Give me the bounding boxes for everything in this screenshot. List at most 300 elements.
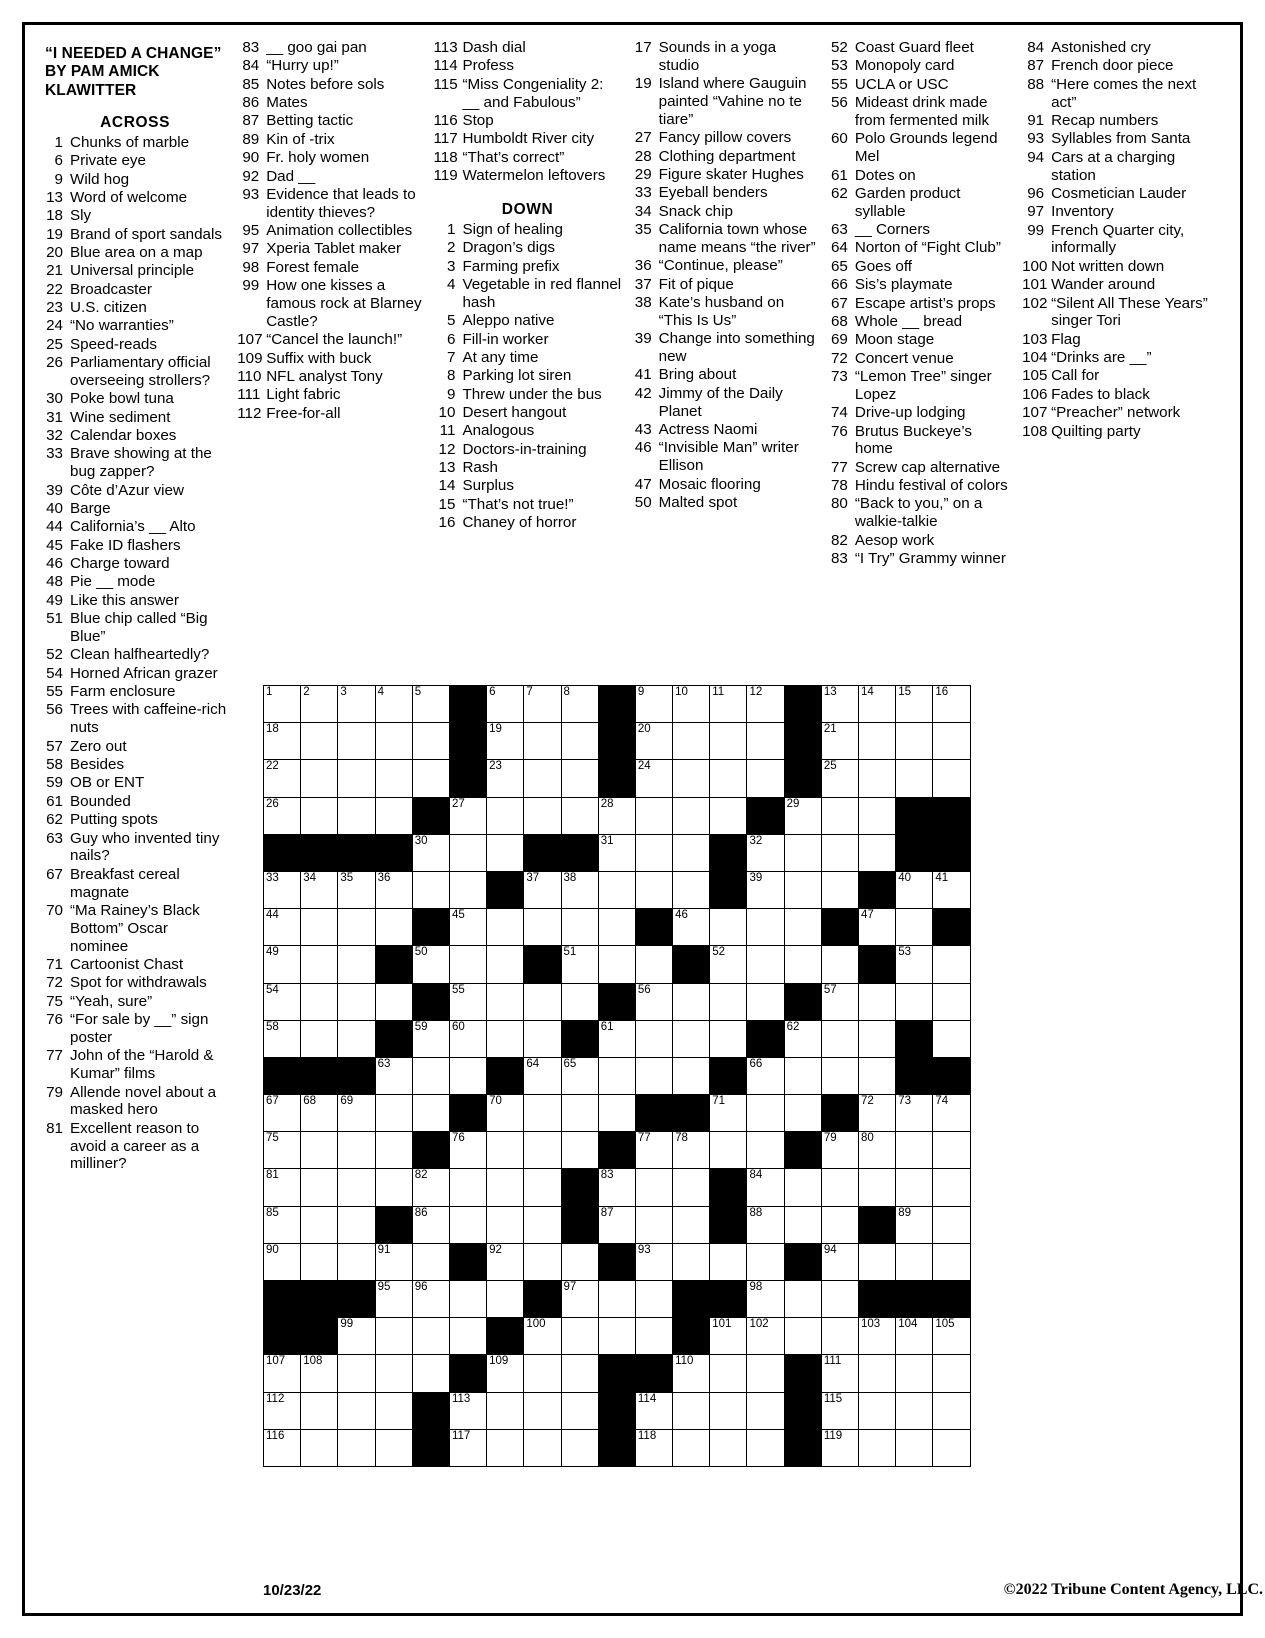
grid-cell[interactable] — [598, 1057, 635, 1094]
grid-cell[interactable] — [635, 1206, 672, 1243]
grid-cell[interactable] — [301, 1206, 338, 1243]
grid-cell[interactable] — [821, 1132, 858, 1169]
across-clue[interactable] — [41, 956, 229, 974]
grid-cell[interactable] — [264, 871, 301, 908]
across-clue[interactable] — [41, 866, 229, 902]
down-clue[interactable] — [1022, 112, 1224, 130]
grid-cell[interactable] — [598, 909, 635, 946]
grid-cell[interactable] — [747, 1392, 784, 1429]
grid-cell[interactable] — [449, 1281, 486, 1318]
grid-cell[interactable] — [784, 1281, 821, 1318]
grid-cell[interactable] — [673, 909, 710, 946]
down-clue[interactable] — [826, 167, 1014, 185]
grid-cell[interactable] — [524, 1020, 561, 1057]
grid-cell[interactable] — [561, 1132, 598, 1169]
grid-cell[interactable] — [375, 760, 412, 797]
grid-cell[interactable] — [449, 1206, 486, 1243]
down-clue[interactable] — [1022, 57, 1224, 75]
grid-cell[interactable] — [933, 1206, 970, 1243]
across-clue[interactable] — [237, 149, 425, 167]
down-clue[interactable] — [630, 366, 818, 384]
grid-cell[interactable] — [635, 1392, 672, 1429]
grid-cell[interactable] — [561, 1281, 598, 1318]
grid-cell[interactable] — [784, 1169, 821, 1206]
grid-cell[interactable] — [487, 1392, 524, 1429]
across-clue[interactable] — [41, 336, 229, 354]
grid-cell[interactable] — [338, 1132, 375, 1169]
grid-cell[interactable] — [487, 797, 524, 834]
grid-cell[interactable] — [747, 909, 784, 946]
grid-cell[interactable] — [412, 1281, 449, 1318]
grid-cell[interactable] — [673, 834, 710, 871]
grid-cell[interactable] — [264, 909, 301, 946]
grid-cell[interactable] — [338, 1243, 375, 1280]
grid-cell[interactable] — [933, 686, 970, 723]
grid-cell[interactable] — [710, 797, 747, 834]
down-clue[interactable] — [1022, 276, 1224, 294]
grid-cell[interactable] — [784, 834, 821, 871]
grid-cell[interactable] — [264, 686, 301, 723]
grid-cell[interactable] — [747, 1318, 784, 1355]
grid-cell[interactable] — [449, 797, 486, 834]
grid-cell[interactable] — [747, 1132, 784, 1169]
down-clue[interactable] — [433, 331, 621, 349]
grid-cell[interactable] — [896, 983, 933, 1020]
grid-cell[interactable] — [487, 1281, 524, 1318]
grid-cell[interactable] — [784, 909, 821, 946]
grid-cell[interactable] — [896, 871, 933, 908]
across-clue[interactable] — [237, 386, 425, 404]
grid-cell[interactable] — [784, 946, 821, 983]
across-clue[interactable] — [41, 226, 229, 244]
across-clue[interactable] — [41, 244, 229, 262]
grid-cell[interactable] — [710, 723, 747, 760]
grid-cell[interactable] — [673, 723, 710, 760]
grid-cell[interactable] — [710, 1243, 747, 1280]
across-clue[interactable] — [41, 811, 229, 829]
down-clue[interactable] — [1022, 404, 1224, 422]
grid-cell[interactable] — [635, 946, 672, 983]
grid-cell[interactable] — [375, 1392, 412, 1429]
down-clue[interactable] — [826, 76, 1014, 94]
grid-cell[interactable] — [561, 1429, 598, 1466]
across-clue[interactable] — [41, 1084, 229, 1120]
across-clue[interactable] — [237, 331, 425, 349]
down-clue[interactable] — [630, 294, 818, 330]
grid-cell[interactable] — [449, 834, 486, 871]
grid-cell[interactable] — [821, 760, 858, 797]
grid-cell[interactable] — [524, 1318, 561, 1355]
grid-cell[interactable] — [524, 909, 561, 946]
down-clue[interactable] — [826, 550, 1014, 568]
grid-cell[interactable] — [859, 1355, 896, 1392]
grid-cell[interactable] — [933, 1392, 970, 1429]
grid-cell[interactable] — [747, 686, 784, 723]
down-clue[interactable] — [433, 386, 621, 404]
across-clue[interactable] — [41, 738, 229, 756]
grid-cell[interactable] — [859, 1020, 896, 1057]
grid-cell[interactable] — [635, 834, 672, 871]
across-clue[interactable] — [41, 189, 229, 207]
down-clue[interactable] — [630, 476, 818, 494]
across-clue[interactable] — [41, 1047, 229, 1083]
grid-cell[interactable] — [375, 1057, 412, 1094]
down-clue[interactable] — [433, 459, 621, 477]
grid-cell[interactable] — [264, 1206, 301, 1243]
grid-cell[interactable] — [635, 871, 672, 908]
grid-cell[interactable] — [710, 1132, 747, 1169]
grid-cell[interactable] — [301, 946, 338, 983]
grid-cell[interactable] — [635, 723, 672, 760]
down-clue[interactable] — [433, 422, 621, 440]
down-clue[interactable] — [630, 494, 818, 512]
grid-cell[interactable] — [561, 797, 598, 834]
across-clue[interactable] — [41, 1011, 229, 1047]
grid-cell[interactable] — [487, 1355, 524, 1392]
grid-cell[interactable] — [338, 723, 375, 760]
grid-cell[interactable] — [747, 1243, 784, 1280]
grid-cell[interactable] — [896, 1206, 933, 1243]
grid-cell[interactable] — [301, 1169, 338, 1206]
grid-cell[interactable] — [859, 1169, 896, 1206]
grid-cell[interactable] — [859, 1243, 896, 1280]
grid-cell[interactable] — [524, 1132, 561, 1169]
grid-cell[interactable] — [412, 686, 449, 723]
grid-cell[interactable] — [821, 1318, 858, 1355]
down-clue[interactable] — [630, 39, 818, 75]
across-clue[interactable] — [433, 167, 621, 185]
down-clue[interactable] — [1022, 386, 1224, 404]
grid-cell[interactable] — [933, 946, 970, 983]
grid-cell[interactable] — [635, 686, 672, 723]
across-clue[interactable] — [237, 76, 425, 94]
grid-cell[interactable] — [264, 760, 301, 797]
grid-cell[interactable] — [747, 1281, 784, 1318]
across-clue[interactable] — [41, 993, 229, 1011]
grid-cell[interactable] — [561, 946, 598, 983]
down-clue[interactable] — [826, 368, 1014, 404]
down-clue[interactable] — [1022, 39, 1224, 57]
grid-cell[interactable] — [412, 946, 449, 983]
down-clue[interactable] — [826, 404, 1014, 422]
grid-cell[interactable] — [412, 1020, 449, 1057]
down-clue[interactable] — [826, 258, 1014, 276]
grid-cell[interactable] — [673, 760, 710, 797]
grid-cell[interactable] — [896, 686, 933, 723]
grid-cell[interactable] — [487, 983, 524, 1020]
grid-cell[interactable] — [301, 1429, 338, 1466]
grid-cell[interactable] — [859, 723, 896, 760]
grid-cell[interactable] — [896, 760, 933, 797]
across-clue[interactable] — [41, 610, 229, 646]
grid-cell[interactable] — [561, 871, 598, 908]
grid-cell[interactable] — [412, 723, 449, 760]
grid-cell[interactable] — [338, 1020, 375, 1057]
grid-cell[interactable] — [821, 1429, 858, 1466]
grid-cell[interactable] — [635, 1281, 672, 1318]
grid-cell[interactable] — [264, 797, 301, 834]
grid-cell[interactable] — [449, 983, 486, 1020]
across-clue[interactable] — [41, 1120, 229, 1174]
down-clue[interactable] — [630, 184, 818, 202]
down-clue[interactable] — [1022, 258, 1224, 276]
grid-cell[interactable] — [896, 1169, 933, 1206]
grid-cell[interactable] — [449, 946, 486, 983]
grid-cell[interactable] — [710, 1095, 747, 1132]
grid-cell[interactable] — [449, 1020, 486, 1057]
grid-cell[interactable] — [449, 1392, 486, 1429]
down-clue[interactable] — [1022, 222, 1224, 258]
down-clue[interactable] — [1022, 423, 1224, 441]
grid-cell[interactable] — [487, 834, 524, 871]
grid-cell[interactable] — [635, 1020, 672, 1057]
grid-cell[interactable] — [710, 1020, 747, 1057]
grid-cell[interactable] — [933, 983, 970, 1020]
grid-table[interactable] — [263, 685, 971, 1467]
grid-cell[interactable] — [375, 1355, 412, 1392]
grid-cell[interactable] — [673, 1355, 710, 1392]
grid-cell[interactable] — [896, 1095, 933, 1132]
grid-cell[interactable] — [264, 1020, 301, 1057]
grid-cell[interactable] — [301, 871, 338, 908]
grid-cell[interactable] — [821, 1355, 858, 1392]
grid-cell[interactable] — [375, 1429, 412, 1466]
down-clue[interactable] — [826, 313, 1014, 331]
grid-cell[interactable] — [338, 760, 375, 797]
grid-cell[interactable] — [338, 946, 375, 983]
grid-cell[interactable] — [338, 983, 375, 1020]
down-clue[interactable] — [630, 129, 818, 147]
grid-cell[interactable] — [487, 1095, 524, 1132]
grid-cell[interactable] — [561, 1392, 598, 1429]
grid-cell[interactable] — [933, 871, 970, 908]
grid-cell[interactable] — [635, 1132, 672, 1169]
grid-cell[interactable] — [821, 946, 858, 983]
grid-cell[interactable] — [524, 1057, 561, 1094]
across-clue[interactable] — [41, 974, 229, 992]
grid-cell[interactable] — [635, 1169, 672, 1206]
grid-cell[interactable] — [338, 1355, 375, 1392]
grid-cell[interactable] — [859, 983, 896, 1020]
grid-cell[interactable] — [301, 1392, 338, 1429]
down-clue[interactable] — [1022, 185, 1224, 203]
grid-cell[interactable] — [449, 1057, 486, 1094]
grid-cell[interactable] — [859, 760, 896, 797]
across-clue[interactable] — [41, 646, 229, 664]
grid-cell[interactable] — [412, 1057, 449, 1094]
grid-cell[interactable] — [449, 1132, 486, 1169]
grid-cell[interactable] — [821, 686, 858, 723]
across-clue[interactable] — [41, 482, 229, 500]
down-clue[interactable] — [433, 239, 621, 257]
grid-cell[interactable] — [449, 909, 486, 946]
grid-cell[interactable] — [487, 1169, 524, 1206]
across-clue[interactable] — [41, 902, 229, 956]
grid-cell[interactable] — [933, 1318, 970, 1355]
grid-cell[interactable] — [896, 946, 933, 983]
across-clue[interactable] — [433, 130, 621, 148]
down-clue[interactable] — [826, 185, 1014, 221]
grid-cell[interactable] — [524, 983, 561, 1020]
grid-cell[interactable] — [524, 1243, 561, 1280]
down-clue[interactable] — [433, 404, 621, 422]
across-clue[interactable] — [237, 168, 425, 186]
across-clue[interactable] — [41, 317, 229, 335]
grid-cell[interactable] — [561, 1095, 598, 1132]
across-clue[interactable] — [41, 500, 229, 518]
grid-cell[interactable] — [896, 723, 933, 760]
across-clue[interactable] — [237, 39, 425, 57]
grid-cell[interactable] — [821, 1281, 858, 1318]
grid-cell[interactable] — [821, 797, 858, 834]
grid-cell[interactable] — [487, 760, 524, 797]
across-clue[interactable] — [433, 39, 621, 57]
across-clue[interactable] — [41, 793, 229, 811]
across-clue[interactable] — [41, 573, 229, 591]
across-clue[interactable] — [41, 756, 229, 774]
down-clue[interactable] — [630, 166, 818, 184]
grid-cell[interactable] — [710, 1392, 747, 1429]
across-clue[interactable] — [433, 112, 621, 130]
grid-cell[interactable] — [375, 797, 412, 834]
grid-cell[interactable] — [673, 1169, 710, 1206]
grid-cell[interactable] — [933, 1095, 970, 1132]
grid-cell[interactable] — [338, 909, 375, 946]
across-clue[interactable] — [237, 405, 425, 423]
grid-cell[interactable] — [673, 1206, 710, 1243]
across-clue[interactable] — [41, 171, 229, 189]
grid-cell[interactable] — [264, 946, 301, 983]
grid-cell[interactable] — [375, 871, 412, 908]
grid-cell[interactable] — [598, 946, 635, 983]
across-clue[interactable] — [41, 774, 229, 792]
grid-cell[interactable] — [449, 1318, 486, 1355]
grid-cell[interactable] — [747, 760, 784, 797]
down-clue[interactable] — [433, 349, 621, 367]
grid-cell[interactable] — [375, 723, 412, 760]
grid-cell[interactable] — [821, 1020, 858, 1057]
grid-cell[interactable] — [710, 686, 747, 723]
grid-cell[interactable] — [635, 1243, 672, 1280]
down-clue[interactable] — [826, 130, 1014, 166]
grid-cell[interactable] — [301, 983, 338, 1020]
grid-cell[interactable] — [487, 909, 524, 946]
grid-cell[interactable] — [338, 1095, 375, 1132]
grid-cell[interactable] — [784, 797, 821, 834]
grid-cell[interactable] — [487, 1132, 524, 1169]
across-clue[interactable] — [41, 262, 229, 280]
grid-cell[interactable] — [933, 1429, 970, 1466]
down-clue[interactable] — [1022, 130, 1224, 148]
grid-cell[interactable] — [524, 1095, 561, 1132]
grid-cell[interactable] — [747, 1057, 784, 1094]
grid-cell[interactable] — [487, 723, 524, 760]
down-clue[interactable] — [826, 221, 1014, 239]
grid-cell[interactable] — [821, 1169, 858, 1206]
grid-cell[interactable] — [301, 686, 338, 723]
grid-cell[interactable] — [375, 1132, 412, 1169]
grid-cell[interactable] — [561, 1355, 598, 1392]
across-clue[interactable] — [237, 368, 425, 386]
down-clue[interactable] — [630, 276, 818, 294]
grid-cell[interactable] — [933, 1169, 970, 1206]
grid-cell[interactable] — [598, 1020, 635, 1057]
grid-cell[interactable] — [896, 1243, 933, 1280]
down-clue[interactable] — [433, 496, 621, 514]
grid-cell[interactable] — [524, 1169, 561, 1206]
down-clue[interactable] — [826, 295, 1014, 313]
down-clue[interactable] — [630, 148, 818, 166]
grid-cell[interactable] — [673, 983, 710, 1020]
down-clue[interactable] — [826, 39, 1014, 57]
across-clue[interactable] — [41, 701, 229, 737]
grid-cell[interactable] — [710, 909, 747, 946]
down-clue[interactable] — [826, 276, 1014, 294]
grid-cell[interactable] — [635, 1429, 672, 1466]
grid-cell[interactable] — [673, 1020, 710, 1057]
grid-cell[interactable] — [264, 983, 301, 1020]
grid-cell[interactable] — [301, 760, 338, 797]
grid-cell[interactable] — [412, 1206, 449, 1243]
down-clue[interactable] — [826, 239, 1014, 257]
grid-cell[interactable] — [821, 983, 858, 1020]
grid-cell[interactable] — [375, 983, 412, 1020]
grid-cell[interactable] — [264, 1095, 301, 1132]
grid-cell[interactable] — [710, 983, 747, 1020]
down-clue[interactable] — [1022, 349, 1224, 367]
grid-cell[interactable] — [859, 797, 896, 834]
grid-cell[interactable] — [449, 1429, 486, 1466]
grid-cell[interactable] — [859, 1132, 896, 1169]
grid-cell[interactable] — [859, 834, 896, 871]
down-clue[interactable] — [826, 495, 1014, 531]
grid-cell[interactable] — [375, 1281, 412, 1318]
grid-cell[interactable] — [264, 1169, 301, 1206]
grid-cell[interactable] — [784, 1095, 821, 1132]
grid-cell[interactable] — [673, 1392, 710, 1429]
down-clue[interactable] — [826, 331, 1014, 349]
grid-cell[interactable] — [859, 1318, 896, 1355]
grid-cell[interactable] — [710, 760, 747, 797]
down-clue[interactable] — [630, 330, 818, 366]
grid-cell[interactable] — [487, 1429, 524, 1466]
grid-cell[interactable] — [598, 1169, 635, 1206]
crossword-grid[interactable] — [263, 685, 971, 1467]
grid-cell[interactable] — [598, 1206, 635, 1243]
grid-cell[interactable] — [264, 1355, 301, 1392]
across-clue[interactable] — [41, 354, 229, 390]
grid-cell[interactable] — [598, 871, 635, 908]
grid-cell[interactable] — [487, 1243, 524, 1280]
grid-cell[interactable] — [301, 1243, 338, 1280]
grid-cell[interactable] — [301, 1355, 338, 1392]
grid-cell[interactable] — [821, 1243, 858, 1280]
across-clue[interactable] — [237, 277, 425, 331]
grid-cell[interactable] — [635, 1057, 672, 1094]
grid-cell[interactable] — [896, 1429, 933, 1466]
grid-cell[interactable] — [784, 1057, 821, 1094]
across-clue[interactable] — [41, 152, 229, 170]
down-clue[interactable] — [826, 459, 1014, 477]
down-clue[interactable] — [826, 423, 1014, 459]
grid-cell[interactable] — [338, 1318, 375, 1355]
across-clue[interactable] — [41, 299, 229, 317]
grid-cell[interactable] — [896, 1355, 933, 1392]
grid-cell[interactable] — [561, 1318, 598, 1355]
grid-cell[interactable] — [859, 1392, 896, 1429]
grid-cell[interactable] — [598, 1281, 635, 1318]
grid-cell[interactable] — [524, 686, 561, 723]
